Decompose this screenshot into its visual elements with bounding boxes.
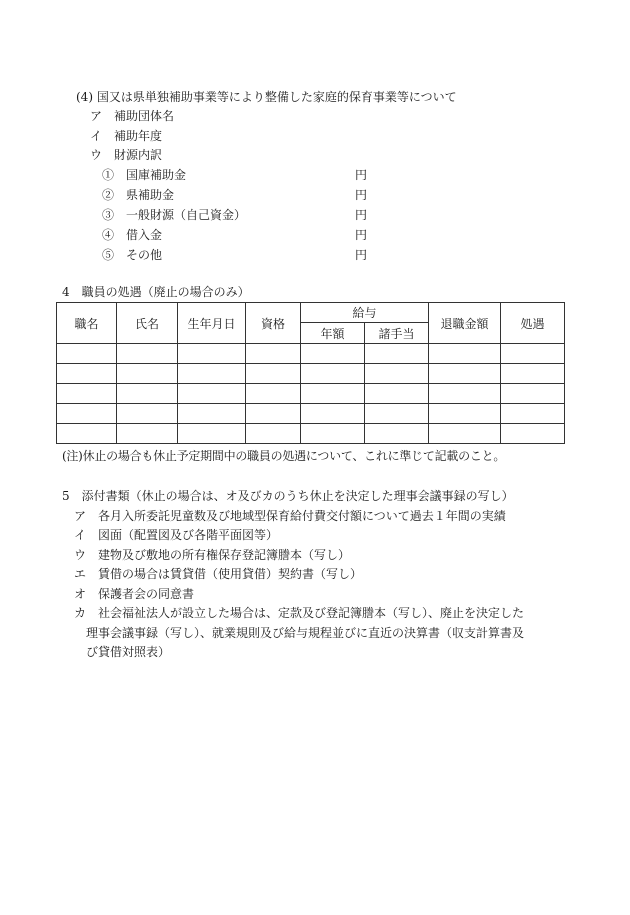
staff-heading: 4 職員の処遇（廃止の場合のみ） — [62, 285, 250, 299]
fund-general: ③ 一般財源（自己資金） — [102, 208, 247, 222]
attach-u: ウ 建物及び敷地の所有権保存登記簿謄本（写し） — [74, 548, 351, 562]
yen-label: 円 — [355, 228, 368, 242]
col-birthdate: 生年月日 — [178, 303, 246, 344]
staff-table — [56, 302, 565, 444]
table-row — [57, 384, 565, 404]
yen-label: 円 — [355, 188, 368, 202]
attach-i: イ 図面（配置図及び各階平面図等） — [74, 528, 279, 542]
attach-o: オ 保護者会の同意書 — [74, 587, 195, 601]
yen-label: 円 — [355, 168, 368, 182]
fund-other: ⑤ その他 — [102, 248, 163, 262]
table-row — [57, 404, 565, 424]
fund-prefecture: ② 県補助金 — [102, 188, 175, 202]
col-treatment: 処遇 — [501, 303, 565, 344]
section-heading-4: (4) 国又は県単独補助事業等により整備した家庭的保育事業等について — [76, 90, 457, 104]
col-retirement-pay: 退職金額 — [429, 303, 501, 344]
yen-label: 円 — [355, 208, 368, 222]
staff-note: (注)休止の場合も休止予定期間中の職員の処遇について、これに準じて記載のこと。 — [62, 449, 506, 463]
attachments-heading: 5 添付書類（休止の場合は、オ及びカのうち休止を決定した理事会議事録の写し） — [62, 489, 514, 503]
col-salary: 給与 — [301, 303, 429, 323]
table-row — [57, 344, 565, 364]
fund-national: ① 国庫補助金 — [102, 168, 187, 182]
col-allowances: 諸手当 — [365, 323, 429, 344]
item-i-grant-year: イ 補助年度 — [90, 129, 163, 143]
col-name: 氏名 — [117, 303, 178, 344]
attach-ka-line2: 理事会議事録（写し）、就業規則及び給与規程並びに直近の決算書（収支計算書及 — [86, 626, 525, 640]
attach-a: ア 各月入所委託児童数及び地域型保育給付費交付額について過去１年間の実績 — [74, 509, 506, 523]
attach-e: エ 賃借の場合は賃貸借（使用貸借）契約書（写し） — [74, 567, 363, 581]
col-job-title: 職名 — [57, 303, 117, 344]
item-u-funding: ウ 財源内訳 — [90, 148, 163, 162]
col-qualification: 資格 — [246, 303, 301, 344]
fund-loan: ④ 借入金 — [102, 228, 163, 242]
col-annual-salary: 年額 — [301, 323, 365, 344]
attach-ka-line3: び貸借対照表） — [86, 645, 171, 659]
item-a-grant-body: ア 補助団体名 — [90, 109, 175, 123]
table-row — [57, 424, 565, 444]
yen-label: 円 — [355, 248, 368, 262]
attach-ka-line1: カ 社会福祉法人が設立した場合は、定款及び登記簿謄本（写し）、廃止を決定した — [74, 606, 525, 620]
table-row — [57, 364, 565, 384]
